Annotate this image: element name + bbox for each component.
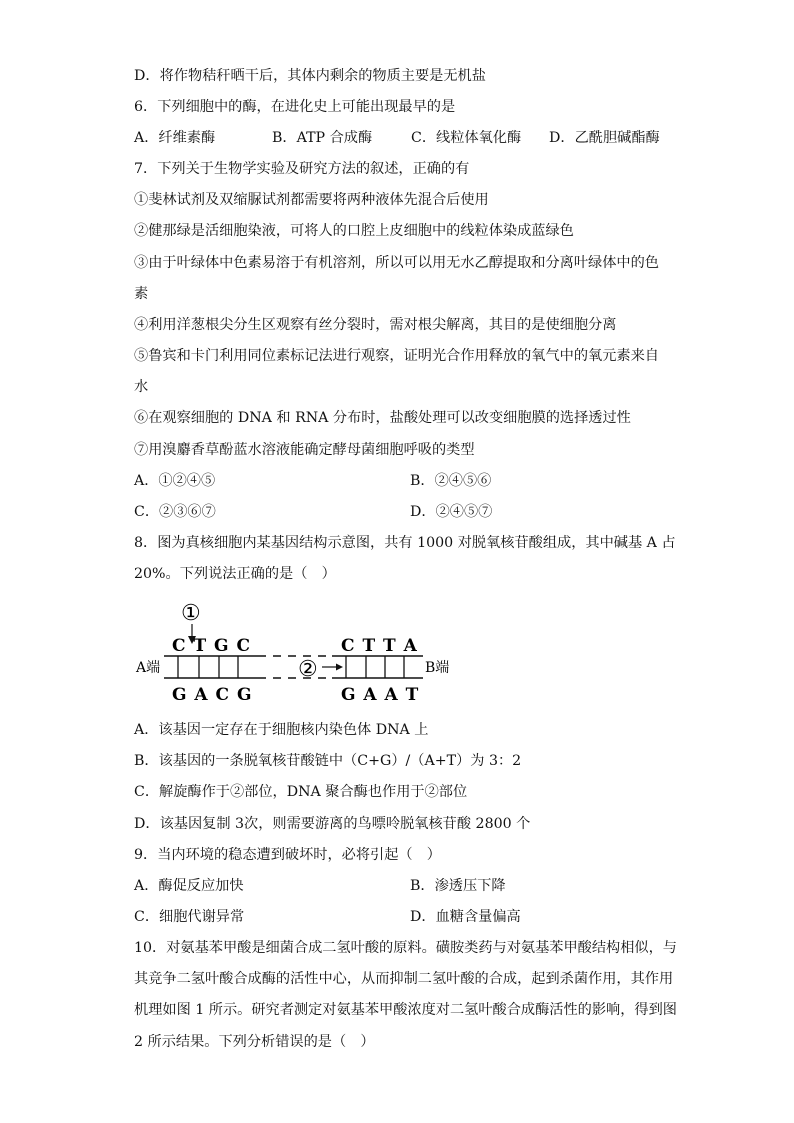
q10-stem-cont-1: 其竞争二氢叶酸合成酶的活性中心，从而抑制二氢叶酸的合成，起到杀菌作用，其作用 xyxy=(134,971,674,987)
q10-stem-cont-3: 2 所示结果。下列分析错误的是（ ） xyxy=(134,1034,375,1050)
q9-option-d: D．血糖含量偏高 xyxy=(410,909,521,925)
q6-option-d: D．乙酰胆碱酯酶 xyxy=(549,130,660,146)
q10-stem: 10．对氨基苯甲酸是细菌合成二氢叶酸的原料。磺胺类药与对氨基苯甲酸结构相似，与 xyxy=(134,940,677,956)
q7-stem: 7．下列关于生物学实验及研究方法的叙述，正确的有 xyxy=(134,161,470,177)
bottom-right-bases: G A A T xyxy=(341,685,420,705)
q7-statement-6: ⑥在观察细胞的 DNA 和 RNA 分布时，盐酸处理可以改变细胞膜的选择透过性 xyxy=(134,410,631,426)
q10-stem-cont-2: 机理如图 1 所示。研究者测定对氨基苯甲酸浓度对二氢叶酸合成酶活性的影响，得到图 xyxy=(134,1002,677,1018)
q7-statement-7: ⑦用溴麝香草酚蓝水溶液能确定酵母菌细胞呼吸的类型 xyxy=(134,442,475,458)
top-right-bases: C T T A xyxy=(341,636,418,656)
q7-option-d: D．②④⑤⑦ xyxy=(410,504,493,520)
q9-stem: 9．当内环境的稳态遭到破坏时，必将引起（ ） xyxy=(134,847,441,863)
gene-structure-diagram xyxy=(128,594,468,710)
q7-statement-1: ①斐林试剂及双缩脲试剂都需要将两种液体先混合后使用 xyxy=(134,192,489,208)
end-a-label: A端 xyxy=(136,660,161,676)
q8-option-c: C．解旋酶作于②部位，DNA 聚合酶也作用于②部位 xyxy=(134,784,468,800)
q8-option-d: D．该基因复制 3次，则需要游离的鸟嘌呤脱氧核苷酸 2800 个 xyxy=(134,816,531,832)
q6-option-a: A．纤维素酶 xyxy=(134,130,216,146)
gene-structure-svg xyxy=(128,594,468,710)
q7-statement-3: ③由于叶绿体中色素易溶于有机溶剂，所以可以用无水乙醇提取和分离叶绿体中的色 xyxy=(134,255,659,271)
marker-2-arrowhead xyxy=(336,664,343,671)
end-b-label: B端 xyxy=(425,660,450,676)
marker-1-label: ① xyxy=(181,601,201,626)
q7-option-c: C．②③⑥⑦ xyxy=(134,504,216,520)
q6-option-b: B．ATP 合成酶 xyxy=(272,130,373,146)
q9-option-a: A．酶促反应加快 xyxy=(134,878,244,894)
q9-option-c: C．细胞代谢异常 xyxy=(134,909,245,925)
q7-statement-5-cont: 水 xyxy=(134,379,149,395)
top-left-bases: C T G C xyxy=(172,636,251,656)
q8-stem: 8．图为真核细胞内某基因结构示意图，共有 1000 对脱氧核苷酸组成，其中碱基 A 占 xyxy=(134,535,676,551)
q8-option-a: A．该基因一定存在于细胞核内染色体 DNA 上 xyxy=(134,722,429,738)
q5-option-d: D．将作物秸秆晒干后，其体内剩余的物质主要是无机盐 xyxy=(134,68,486,84)
q7-statement-3-cont: 素 xyxy=(134,286,149,302)
q7-statement-2: ②健那绿是活细胞染液，可将人的口腔上皮细胞中的线粒体染成蓝绿色 xyxy=(134,223,574,239)
q9-option-b: B．渗透压下降 xyxy=(410,878,506,894)
q7-option-b: B．②④⑤⑥ xyxy=(410,473,492,489)
q6-stem: 6．下列细胞中的酶，在进化史上可能出现最早的是 xyxy=(134,99,456,115)
q8-stem-cont: 20%。下列说法正确的是（ ） xyxy=(134,566,336,582)
q7-option-a: A．①②④⑤ xyxy=(134,473,216,489)
q8-option-b: B．该基因的一条脱氧核苷酸链中（C+G）/（A+T）为 3：2 xyxy=(134,753,522,769)
q6-option-c: C．线粒体氧化酶 xyxy=(411,130,522,146)
marker-2-label: ② xyxy=(298,657,318,682)
q7-statement-5: ⑤鲁宾和卡门利用同位素标记法进行观察，证明光合作用释放的氧气中的氧元素来自 xyxy=(134,348,659,364)
q7-statement-4: ④利用洋葱根尖分生区观察有丝分裂时，需对根尖解离，其目的是使细胞分离 xyxy=(134,317,617,333)
bottom-left-bases: G A C G xyxy=(172,685,253,705)
